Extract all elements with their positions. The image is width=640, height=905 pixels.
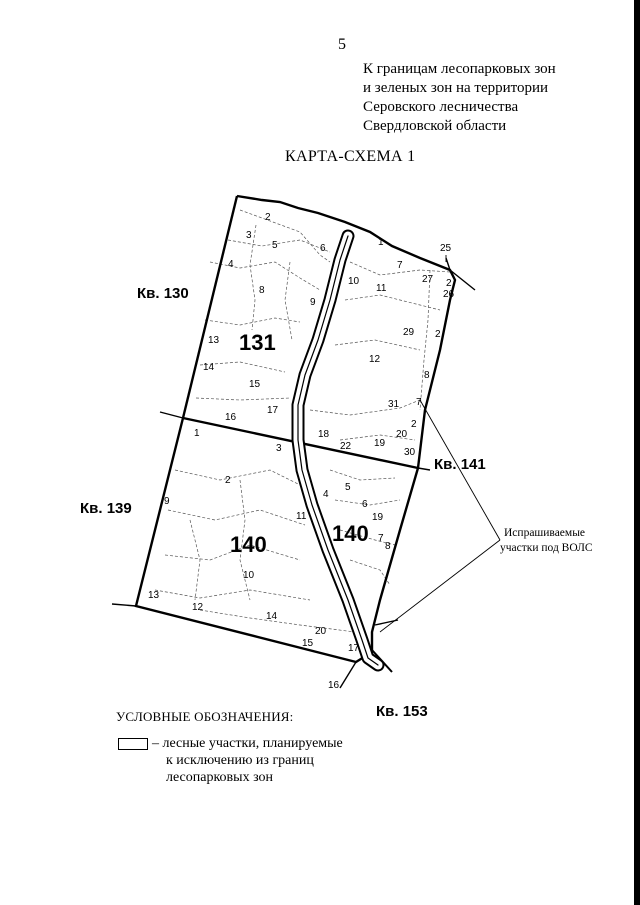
plot-label: 3 — [276, 443, 282, 454]
plot-label: 18 — [318, 429, 330, 440]
quarter-label-139: Кв. 139 — [80, 500, 132, 517]
plot-label: 7 — [416, 397, 422, 408]
plot-label: 9 — [310, 297, 316, 308]
plot-label: 2 — [446, 278, 452, 289]
plot-label: 8 — [259, 285, 265, 296]
plot-label: 6 — [320, 243, 326, 254]
plot-label: 16 — [225, 412, 237, 423]
plot-label: 1 — [194, 428, 200, 439]
plot-label: 1 — [378, 237, 384, 248]
plot-label: 26 — [443, 289, 455, 300]
plot-label: 9 — [164, 496, 170, 507]
legend-text — [152, 735, 343, 786]
callout-note — [500, 527, 593, 554]
plot-label: 14 — [266, 611, 278, 622]
callout-lines — [380, 255, 500, 632]
plot-label: 2 — [225, 475, 231, 486]
callout-note-line1: Испрашиваемые — [504, 527, 586, 539]
header-line: Серовского лесничества — [363, 99, 519, 115]
plot-label: 2 — [265, 212, 271, 223]
plot-label: 6 — [362, 499, 368, 510]
plot-label: 19 — [374, 438, 386, 449]
plot-label: 8 — [424, 370, 430, 381]
legend-dash: – — [152, 736, 159, 751]
plot-label: 16 — [328, 680, 340, 691]
plot-label: 17 — [267, 405, 279, 416]
scan-edge — [634, 0, 640, 905]
plot-label: 11 — [296, 511, 307, 522]
plot-label: 20 — [315, 626, 327, 637]
plot-label: 12 — [369, 354, 381, 365]
plot-label: 27 — [422, 274, 434, 285]
plot-label: 22 — [340, 441, 352, 452]
plot-label: 5 — [345, 482, 351, 493]
plot-label: 5 — [272, 240, 278, 251]
plot-label: 17 — [348, 643, 360, 654]
quarter-division-lines — [112, 258, 475, 688]
plot-label: 7 — [397, 260, 403, 271]
plot-label: 30 — [404, 447, 416, 458]
plot-label: 2 — [411, 419, 417, 430]
plot-label: 15 — [302, 638, 314, 649]
plot-label: 8 — [385, 541, 391, 552]
plot-labels-140 — [148, 475, 391, 691]
plot-label: 15 — [249, 379, 261, 390]
legend-line: к исключению из границ — [166, 753, 314, 768]
plot-label: 19 — [372, 512, 384, 523]
quarter-label-141: Кв. 141 — [434, 456, 486, 473]
quarter-number-140: 140 — [230, 532, 267, 557]
page-number: 5 — [338, 36, 346, 53]
plot-label: 25 — [440, 243, 452, 254]
quarter-number-140-east: 140 — [332, 521, 369, 546]
legend-swatch — [118, 738, 148, 750]
legend-line: лесопарковых зон — [166, 770, 274, 785]
header-line: и зеленых зон на территории — [363, 80, 549, 96]
legend-title: УСЛОВНЫЕ ОБОЗНАЧЕНИЯ: — [116, 709, 294, 724]
legend-line: лесные участки, планируемые — [162, 736, 343, 751]
plot-label: 29 — [403, 327, 415, 338]
plot-label: 2 — [435, 329, 441, 340]
plot-label: 11 — [376, 283, 387, 294]
callout-note-line2: участки под ВОЛС — [500, 542, 593, 554]
plot-label: 4 — [323, 489, 329, 500]
plot-label: 7 — [378, 533, 384, 544]
quarter-label-130: Кв. 130 — [137, 285, 189, 302]
quarter-label-153: Кв. 153 — [376, 703, 428, 720]
map-title: КАРТА-СХЕМА 1 — [285, 148, 416, 165]
plot-label: 14 — [203, 362, 215, 373]
plot-label: 20 — [396, 429, 408, 440]
plot-label: 10 — [348, 276, 360, 287]
plot-label: 12 — [192, 602, 204, 613]
plot-label: 3 — [246, 230, 252, 241]
plot-label: 13 — [208, 335, 220, 346]
plot-label: 13 — [148, 590, 160, 601]
quarter-number-131: 131 — [239, 330, 276, 355]
header-line: Свердловской области — [363, 118, 507, 134]
plot-label: 31 — [388, 399, 400, 410]
plot-label: 4 — [228, 259, 234, 270]
plot-label: 10 — [243, 570, 255, 581]
header-line: К границам лесопарковых зон — [363, 61, 556, 77]
